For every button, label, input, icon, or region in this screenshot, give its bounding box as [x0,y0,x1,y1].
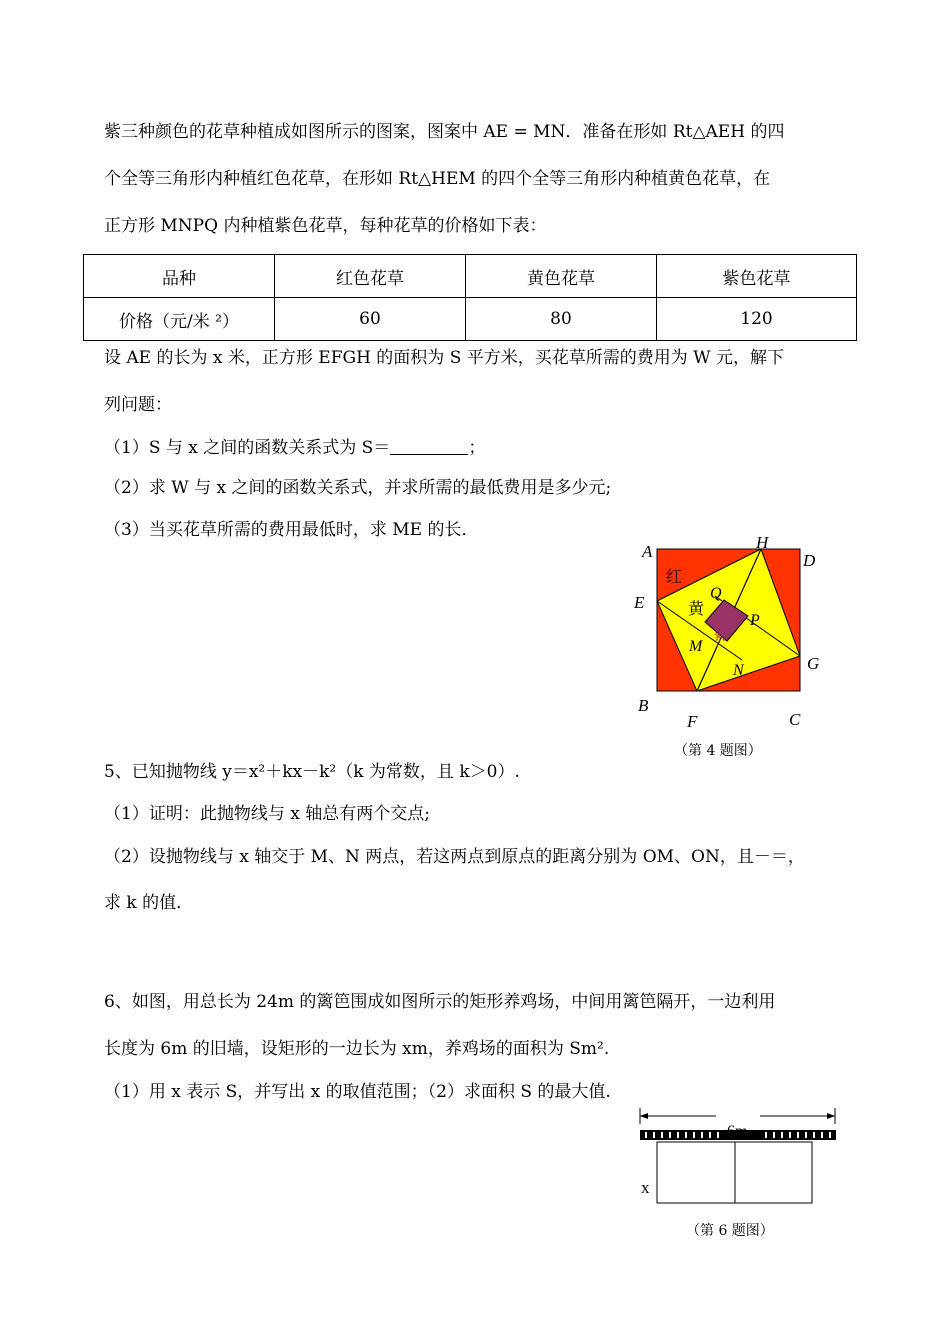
label-g: G [807,654,820,673]
table-header-cell: 品种 [84,255,275,298]
label-m: M [689,638,703,655]
figure-4-caption: （第 4 题图） [674,743,762,759]
p6-question: （1）用 x 表示 S，并写出 x 的取值范围；（2）求面积 S 的最大值. [104,1082,611,1102]
label-n: N [733,662,744,679]
label-b: B [638,696,649,715]
p5-question-1: （1）证明：此抛物线与 x 轴总有两个交点; [104,804,430,824]
p4-q1-prefix: （1）S 与 x 之间的函数关系式为 S＝ [104,438,391,458]
p4-intro-line-1: 紫三种颜色的花草种植成如图所示的图案，图案中 AE = MN．准备在形如 Rt△AEH 的四 [104,122,785,142]
table-cell: 60 [275,298,466,341]
side-x-label: x [641,1178,650,1197]
p4-intro-line-3: 正方形 MNPQ 内种植紫色花草，每种花草的价格如下表： [104,216,547,236]
table-header-cell: 红色花草 [275,255,466,298]
label-p: P [750,612,760,629]
table-cell: 120 [657,298,857,341]
label-c: C [789,710,801,729]
p6-stem: 6、如图，用总长为 24m 的篱笆围成如图所示的矩形养鸡场，中间用篱笆隔开，一边利用 [104,992,776,1012]
label-f: F [687,712,698,731]
table-row [84,298,857,341]
label-h: H [756,533,769,552]
arrow-left [640,1113,648,1119]
p4-q1-suffix: ； [468,438,486,458]
table-cell: 80 [466,298,657,341]
p5-question-2: （2）设抛物线与 x 轴交于 M、N 两点，若这两点到原点的距离分别为 OM、ON，且－＝， [104,847,805,867]
p4-question-1 [104,436,485,460]
table-row-label: 价格（元/米 ²） [84,298,275,341]
p6-stem-2: 长度为 6m 的旧墙，设矩形的一边长为 xm，养鸡场的面积为 Sm². [104,1039,610,1059]
label-yellow-region: 黄 [688,601,705,618]
p4-setup-line-1: 设 AE 的长为 x 米，正方形 EFGH 的面积为 S 平方米，买花草所需的费用为 W 元，解下 [104,348,785,368]
arrow-right [827,1113,835,1119]
answer-blank [390,436,468,455]
price-table [83,254,857,341]
figure-6-caption: （第 6 题图） [686,1223,774,1239]
table-header-cell: 黄色花草 [466,255,657,298]
label-red-region: 红 [666,569,683,586]
figure-4-squares [622,530,842,750]
p5-stem: 5、已知抛物线 y＝x²＋kx－k²（k 为常数，且 k＞0）. [104,762,520,782]
p4-question-3: （3）当买花草所需的费用最低时，求 ME 的长． [104,520,479,540]
p5-question-2-continued: 求 k 的值． [104,893,194,913]
label-purple-region: 紫 [714,629,727,643]
label-q: Q [710,585,722,602]
figure-6-enclosure [630,1104,850,1214]
table-header-row [84,255,857,298]
label-e: E [634,593,645,612]
p4-question-2: （2）求 W 与 x 之间的函数关系式，并求所需的最低费用是多少元; [104,478,612,498]
label-d: D [803,551,816,570]
p4-setup-line-2: 列问题： [104,395,172,415]
label-a: A [642,542,653,561]
p4-intro-line-2: 个全等三角形内种植红色花草，在形如 Rt△HEM 的四个全等三角形内种植黄色花草，在 [104,169,771,189]
table-header-cell: 紫色花草 [657,255,857,298]
